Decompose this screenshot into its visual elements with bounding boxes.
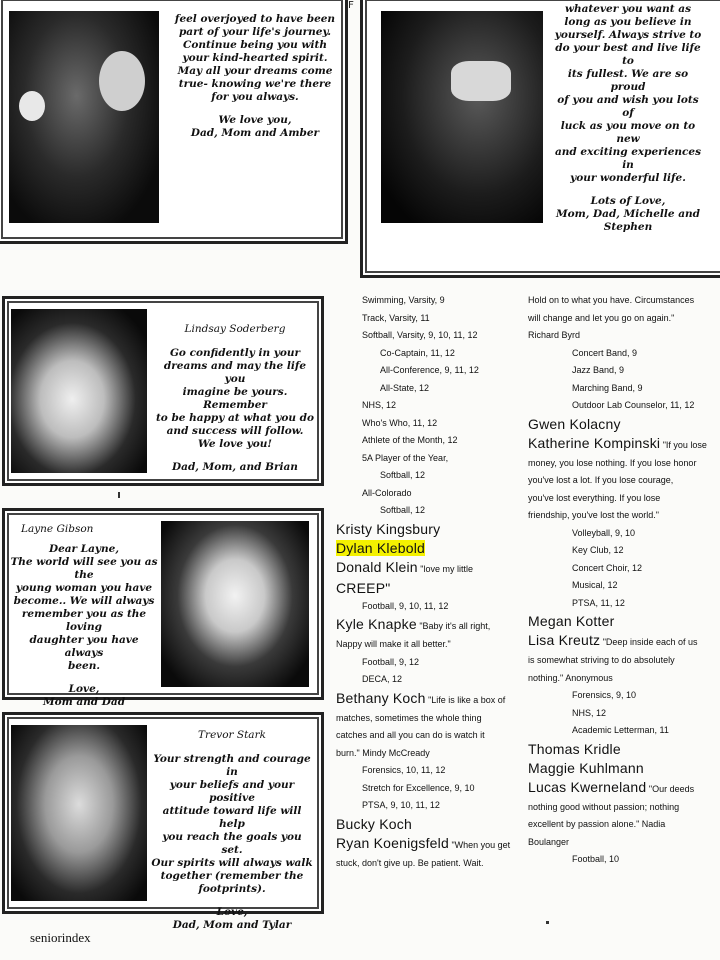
senior-detail-line (336, 327, 526, 345)
senior-detail-line (336, 415, 526, 433)
ad-line: you reach the goals you set. (162, 831, 302, 856)
senior-detail-line (528, 834, 718, 852)
entry-text: Forensics, 10, 11, 12 (362, 765, 446, 775)
ad-line (553, 185, 703, 195)
ad-line: imagine be yours. Remember (182, 386, 288, 411)
entry-text: Who's Who, 11, 12 (362, 417, 438, 428)
entry-text: 5A Player of the Year, (362, 452, 449, 463)
senior-detail-line (528, 816, 718, 834)
ad-line: feel overjoyed to have been (174, 13, 336, 25)
senior-detail-line (528, 292, 718, 310)
ad-line: long as you believe in (564, 16, 692, 28)
ad-title: Lindsay Soderberg (184, 323, 286, 335)
ad-line: true- knowing we're there (178, 78, 332, 90)
senior-detail-line (336, 310, 526, 328)
ad-line: Dear Layne, (48, 543, 120, 555)
ad-line: for you always. (211, 91, 299, 103)
senior-detail-line (528, 310, 718, 328)
senior-name-entry (336, 689, 526, 710)
senior-detail-line (336, 710, 526, 728)
ad-line: together (remember the (160, 870, 304, 882)
ad-line: Continue being you with (183, 39, 327, 51)
entry-text: nothing good without passion; nothing (528, 801, 680, 812)
senior-detail-line (528, 345, 718, 363)
entry-text: Football, 9, 12 (362, 656, 420, 667)
senior-name-entry (528, 415, 718, 434)
entry-text: Maggie Kuhlmann (528, 759, 644, 776)
senior-detail-line (336, 671, 526, 689)
entry-text: is somewhat striving to do absolutely (528, 655, 675, 665)
ad-line: We love you! (197, 438, 273, 450)
senior-detail-line (528, 799, 718, 817)
ad-line: Lots of Love, (590, 195, 666, 207)
entry-text: Track, Varsity, 11 (362, 312, 430, 323)
ad-line (155, 451, 315, 461)
senior-detail-line (528, 455, 718, 473)
senior-index-column-right (528, 292, 718, 869)
senior-detail-line (336, 345, 526, 363)
senior-detail-line (528, 705, 718, 723)
senior-detail-line (336, 432, 526, 450)
entry-quote: "If you lose (660, 439, 707, 450)
entry-quote: "Our deeds (646, 783, 695, 794)
entry-text: Thomas Kridle (528, 740, 621, 757)
ad-line: to be happy at what you do (155, 412, 315, 424)
senior-name-entry (528, 434, 718, 455)
entry-text: Gwen Kolacny (528, 415, 621, 432)
entry-text: Key Club, 12 (572, 545, 624, 555)
highlighted-name: Dylan Klebold (336, 539, 425, 556)
entry-text: friendship, you've lost the world." (528, 510, 659, 520)
senior-detail-line (336, 797, 526, 815)
ad-line: do your best and live life to (555, 42, 701, 67)
entry-text: nothing." Anonymous (528, 672, 613, 683)
entry-text: Concert Choir, 12 (572, 562, 643, 573)
scan-mark (118, 492, 120, 498)
entry-text: money, you lose nothing. If you lose honor (528, 457, 697, 468)
senior-detail-line (336, 762, 526, 780)
ad-line: remember you as the loving (21, 608, 147, 633)
ad-line: Go confidently in your (169, 347, 301, 359)
senior-detail-line (336, 636, 526, 654)
entry-text: Softball, Varsity, 9, 10, 11, 12 (362, 330, 478, 340)
entry-text: Kyle Knapke (336, 616, 417, 632)
ad-message (151, 753, 313, 932)
entry-text: Megan Kotter (528, 613, 615, 629)
ad-line: Mom and Dad (42, 696, 126, 708)
ad-message (155, 347, 315, 474)
entry-text: Lucas Kwerneland (528, 778, 647, 795)
entry-text: Athlete of the Month, 12 (362, 435, 458, 445)
senior-detail-line (528, 490, 718, 508)
senior-name-entry (336, 815, 526, 834)
senior-name-entry (528, 740, 718, 759)
senior-name-entry (336, 520, 526, 539)
senior-detail-line (336, 780, 526, 798)
entry-text: burn." Mindy McCready (336, 747, 430, 758)
senior-detail-line (336, 855, 526, 873)
entry-text: NHS, 12 (572, 707, 607, 718)
senior-name-entry (528, 631, 718, 652)
senior-detail-line (336, 502, 526, 520)
ad-line (9, 673, 159, 683)
ad-line (169, 104, 341, 114)
ad-line: become.. We will always (13, 595, 155, 607)
page-footer: seniorindex (30, 930, 91, 945)
entry-text: Softball, 12 (380, 470, 426, 480)
entry-text: you've lost everything. If you lose (528, 492, 661, 503)
senior-name-entry (528, 778, 718, 799)
ad-photo (381, 11, 543, 223)
entry-text: Bethany Koch (336, 689, 426, 706)
ad-line: Dad, Mom and Amber (190, 127, 320, 139)
senior-detail-line (528, 577, 718, 595)
senior-name-entry (528, 759, 718, 778)
senior-detail-line (528, 397, 718, 415)
senior-detail-line (528, 380, 718, 398)
ad-photo (11, 725, 147, 901)
entry-quote: "love my little (417, 563, 474, 574)
entry-text: you've lost a lot. If you lose courage, (528, 475, 674, 485)
entry-text: Donald Klein (336, 558, 418, 575)
ad-photo (9, 11, 159, 223)
entry-text: DECA, 12 (362, 674, 403, 684)
entry-text: CREEP" (336, 579, 391, 596)
ad-line: dreams and may the life you (163, 360, 307, 385)
senior-detail-line (528, 525, 718, 543)
entry-text: Jazz Band, 9 (572, 365, 625, 375)
ad-top-right (360, 0, 720, 278)
ad-line: Mom, Dad, Michelle and (555, 208, 701, 220)
ad-line: whatever you want as (564, 3, 692, 15)
senior-name-entry (336, 579, 526, 598)
entry-text: Football, 10 (572, 854, 620, 864)
ad-line: Your strength and courage in (153, 753, 311, 778)
ad-line: been. (68, 660, 100, 672)
entry-text: Football, 9, 10, 11, 12 (362, 600, 449, 611)
entry-text: Boulanger (528, 836, 570, 847)
senior-name-entry (528, 612, 718, 631)
senior-detail-line (528, 560, 718, 578)
entry-text: Musical, 12 (572, 580, 618, 590)
ad-line: Dad, Mom and Tylar (172, 919, 292, 931)
senior-detail-line (336, 380, 526, 398)
ad-line: your beliefs and your positive (169, 779, 295, 804)
entry-quote: "When you get (448, 839, 511, 850)
entry-text: NHS, 12 (362, 400, 397, 410)
ad-line: of you and wish you lots of (557, 94, 699, 119)
entry-text: Richard Byrd (528, 330, 581, 340)
senior-detail-line (528, 595, 718, 613)
ad-line: yourself. Always strive to (554, 29, 702, 41)
entry-text: excellent by passion alone." Nadia (528, 819, 666, 829)
entry-text: Concert Band, 9 (572, 347, 638, 358)
ad-line: Love, (68, 683, 100, 695)
ad-message (9, 543, 159, 709)
ad-line: Love, (216, 906, 248, 918)
entry-text: All-Colorado (362, 487, 412, 498)
ad-line (151, 896, 313, 906)
entry-text: Katherine Kompinski (528, 434, 661, 451)
senior-name-entry (336, 615, 526, 636)
senior-detail-line (336, 745, 526, 763)
scan-mark (546, 921, 549, 924)
entry-text: Softball, 12 (380, 505, 426, 515)
ad-line: Dad, Mom, and Brian (172, 461, 298, 473)
entry-text: PTSA, 11, 12 (572, 597, 625, 608)
ad-line: footprints). (198, 883, 266, 895)
ad-line: and success will follow. (166, 425, 304, 437)
entry-quote: "Baby it's all right, (416, 621, 491, 631)
entry-text: Co-Captain, 11, 12 (380, 347, 455, 358)
ad-line: young woman you have (15, 582, 153, 594)
entry-quote: "Life is like a box of (425, 694, 506, 705)
senior-detail-line (336, 654, 526, 672)
ad-photo (161, 521, 309, 687)
entry-text: Lisa Kreutz (528, 632, 601, 648)
ad-lindsay-soderberg (2, 296, 324, 486)
ad-message (553, 3, 703, 234)
entry-text: Hold on to what you have. Circumstances (528, 295, 695, 305)
entry-text: stuck, don't give up. Be patient. Wait. (336, 857, 484, 868)
ad-line: daughter you have always (29, 634, 139, 659)
entry-text: Marching Band, 9 (572, 382, 643, 393)
entry-text: Nappy will make it all better." (336, 639, 451, 649)
entry-text: All-State, 12 (380, 382, 430, 393)
ad-line: your kind-hearted spirit. (182, 52, 328, 64)
entry-quote: "Deep inside each of us (600, 637, 698, 647)
entry-text: Ryan Koenigsfeld (336, 834, 449, 851)
ad-line: attitude toward life will help (162, 805, 302, 830)
ad-top-left (0, 0, 348, 244)
entry-text: will change and let you go on again." (528, 312, 675, 323)
senior-detail-line (528, 472, 718, 490)
entry-text: PTSA, 9, 10, 11, 12 (362, 800, 440, 810)
senior-detail-line (528, 851, 718, 869)
senior-name-entry (336, 834, 526, 855)
ad-title: Layne Gibson (21, 523, 94, 535)
entry-text: Swimming, Varsity, 9 (362, 295, 445, 305)
senior-detail-line (528, 327, 718, 345)
ad-line: luck as you move on to new (560, 120, 696, 145)
senior-name-entry (336, 539, 526, 558)
entry-text: Stretch for Excellence, 9, 10 (362, 782, 475, 793)
senior-detail-line (528, 652, 718, 670)
senior-detail-line (336, 362, 526, 380)
senior-detail-line (336, 598, 526, 616)
senior-index-column-middle (336, 292, 526, 872)
entry-text: matches, sometimes the whole thing (336, 712, 482, 723)
senior-detail-line (336, 467, 526, 485)
senior-detail-line (528, 507, 718, 525)
entry-text: Volleyball, 9, 10 (572, 527, 636, 538)
senior-detail-line (528, 722, 718, 740)
ad-line: The world will see you as the (10, 556, 158, 581)
senior-detail-line (528, 362, 718, 380)
senior-name-entry (336, 558, 526, 579)
ad-trevor-stark (2, 712, 324, 931)
ad-photo (11, 309, 147, 473)
ad-line: May all your dreams come (177, 65, 333, 77)
entry-text: Outdoor Lab Counselor, 11, 12 (572, 400, 695, 410)
senior-detail-line (336, 450, 526, 468)
senior-detail-line (336, 485, 526, 503)
senior-detail-line (336, 727, 526, 745)
entry-text: Kristy Kingsbury (336, 520, 441, 537)
senior-detail-line (336, 397, 526, 415)
entry-text: catches and all you can do is watch it (336, 730, 485, 740)
ad-line: its fullest. We are so proud (567, 68, 689, 93)
ad-line: We love you, (218, 114, 292, 126)
entry-text: All-Conference, 9, 11, 12 (380, 365, 479, 375)
entry-text: Academic Letterman, 11 (572, 725, 669, 735)
ad-title: Trevor Stark (198, 729, 266, 741)
ad-line: Our spirits will always walk (151, 857, 313, 869)
ad-line: and exciting experiences in (554, 146, 701, 171)
senior-detail-line (336, 292, 526, 310)
ad-message (169, 13, 341, 140)
senior-detail-line (528, 687, 718, 705)
entry-text: Bucky Koch (336, 815, 412, 832)
senior-detail-line (528, 670, 718, 688)
ad-line: your wonderful life. (570, 172, 686, 184)
entry-text: Forensics, 9, 10 (572, 690, 637, 700)
ad-layne-gibson (2, 508, 324, 708)
senior-detail-line (528, 542, 718, 560)
ad-line: part of your life's journey. (178, 26, 332, 38)
ad-line: Stephen (603, 221, 653, 233)
